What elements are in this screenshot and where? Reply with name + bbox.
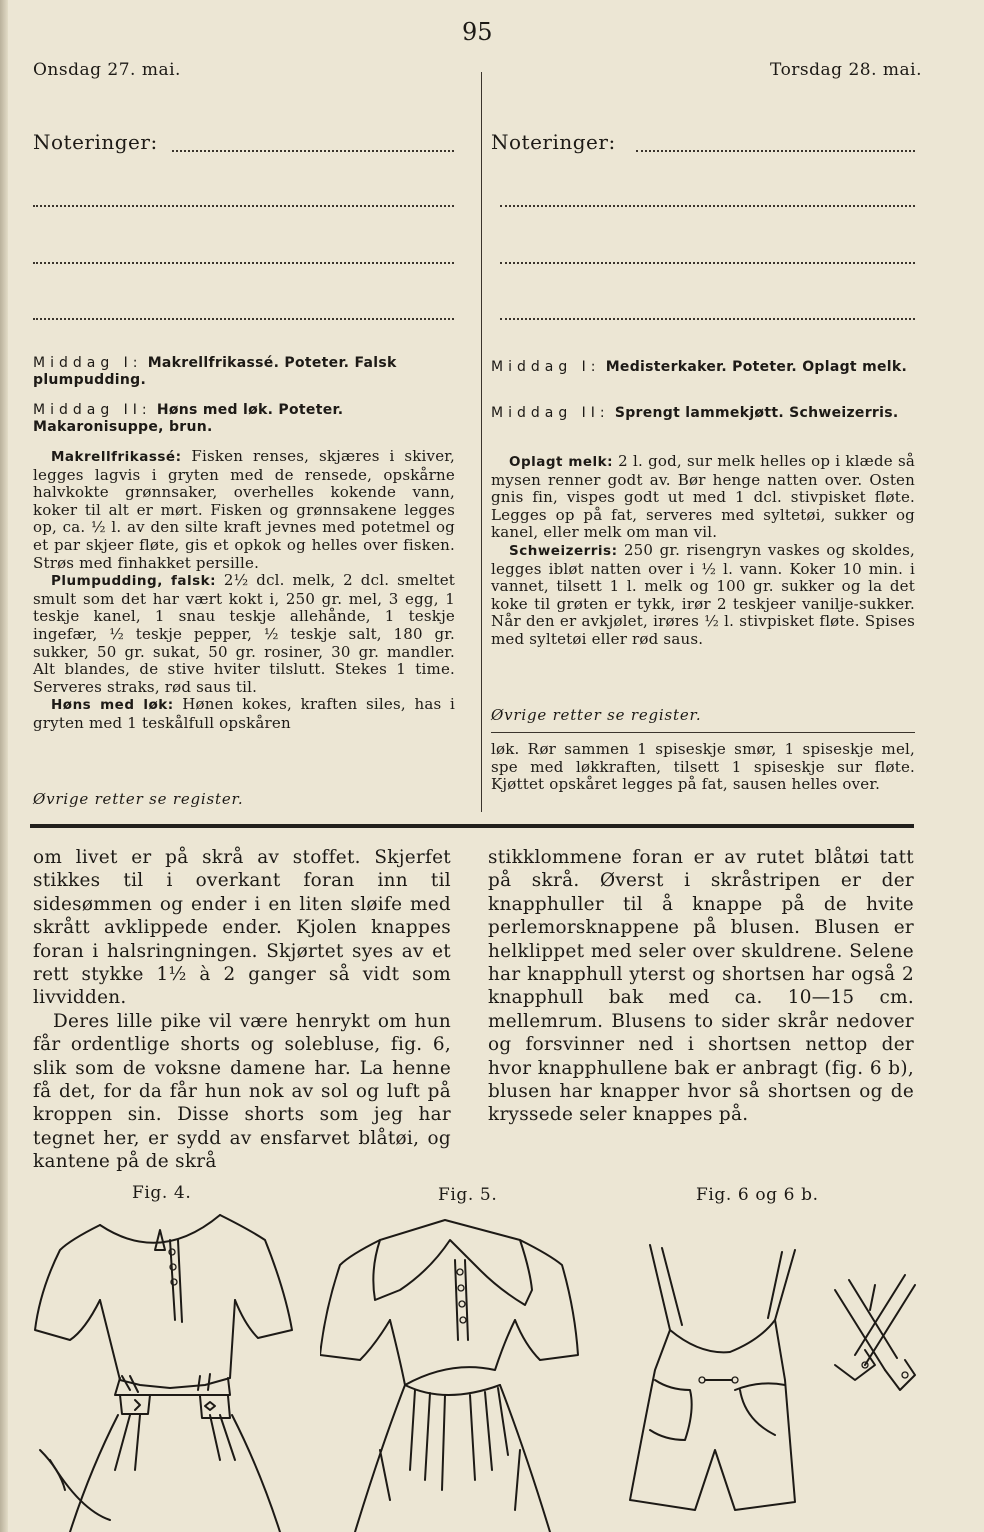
left-notes-line xyxy=(33,262,454,264)
right-notes-line xyxy=(500,205,915,207)
recipe-title: Høns med løk: xyxy=(51,697,174,714)
right-notes-label: Noteringer: xyxy=(491,130,616,154)
left-menu-1-label: Middag I: xyxy=(33,355,143,371)
article-left-column xyxy=(33,846,451,1174)
left-notes-line xyxy=(172,150,454,152)
left-notes-line xyxy=(33,318,454,320)
right-day-date: Torsdag 28. mai. xyxy=(770,60,922,80)
right-menu-1 xyxy=(491,359,915,376)
right-notes-line xyxy=(500,262,915,264)
recipe-title: Schweizerris: xyxy=(509,542,618,559)
continuation-text: løk. Rør sammen 1 spiseskje smør, 1 spiseskje mel, spe med løkkraften, tilsett 1 spiseskje sur fløte. Kjøttet opskåret legges på fat, sausen helles over. xyxy=(491,740,915,794)
recipe-text: 250 gr. risengryn vaskes og skoldes, legges ibløt natten over i ½ l. vann. Koker 10 min. i vannet, tilsett 1 l. melk og 100 gr. sukker og la det koke til grøten er tykk, irør 2 teskjeer vanilje-sukker. Når den er avkjølet, irøres ½ l. stivpisket fløte. Spises med syltetøi eller rød saus. xyxy=(491,540,915,648)
article-paragraph: Deres lille pike vil være henrykt om hun får ordentlige shorts og solebluse, fig. 6, slik som de voksne damene har. La henne få det, for da får hun nok av sol og luft på kroppen sin. Disse shorts som jeg har tegnet her, er sydd av ensfarvet blåtøi, og kantene på de skrå xyxy=(33,1010,451,1173)
page-number: 95 xyxy=(462,18,493,46)
left-notes-line xyxy=(33,205,454,207)
recipe-text: 2 l. god, sur melk helles op i klæde så mysen renner godt av. Bør henge natten over. Osten gnis fin, vispes godt ut med 1 dcl. stivpisket fløte. Legges op på fat, serveres med syltetøi, sukker og kanel, eller melk om man vil. xyxy=(491,452,915,542)
recipe-text: Fisken renses, skjæres i skiver, legges lagvis i gryten med de rensede, opskårne halvkokte grønnsaker, overhelles kokende vann, koker til alt er mørt. Fisken og grønnsakene legges op, ca. ½ l. av den silte kraft jevnes med potetmel og et par skjeer fløte, gis et opkok og helles over fisken. Strøs med finhakket persille. xyxy=(33,447,455,572)
left-menu-1-text: Makrellfrikassé. Poteter. Falsk plumpudding. xyxy=(33,355,397,388)
right-continuation xyxy=(491,741,915,794)
fig6-shorts-illustration xyxy=(610,1240,820,1532)
fig6-label: Fig. 6 og 6 b. xyxy=(696,1185,819,1205)
right-register-note: Øvrige retter se register. xyxy=(491,706,702,724)
recipe-title: Makrellfrikassé: xyxy=(51,449,182,465)
left-register-note: Øvrige retter se register. xyxy=(33,790,244,808)
left-notes-label: Noteringer: xyxy=(33,130,158,154)
section-rule xyxy=(30,824,914,828)
right-menu-2 xyxy=(491,405,915,422)
right-menu-2-label: Middag II: xyxy=(491,405,610,421)
fig5-label: Fig. 5. xyxy=(438,1185,498,1205)
right-menu-1-label: Middag I: xyxy=(491,359,601,375)
right-notes-line xyxy=(500,318,915,320)
right-recipes xyxy=(491,453,915,649)
book-spine-edge xyxy=(0,0,8,1532)
column-divider xyxy=(481,72,482,812)
article-paragraph: om livet er på skrå av stoffet. Skjerfet stikkes til i overkant foran inn til sidesømmen og ender i en liten sløife med skrått avklippede ender. Kjolen knappes foran i halsringningen. Skjørtet syes av et rett stykke 1½ à 2 ganger så vidt som livvidden. xyxy=(33,847,451,1009)
fig5-dress-illustration xyxy=(320,1210,580,1532)
right-notes-line xyxy=(636,150,915,152)
article-right-column xyxy=(488,846,914,1127)
recipe-text: Hønen kokes, kraften siles, has i gryten med 1 teskålfull opskåren xyxy=(33,695,455,732)
fig4-label: Fig. 4. xyxy=(132,1183,192,1203)
recipe-title: Plumpudding, falsk: xyxy=(51,573,216,590)
left-menu-2-label: Middag II: xyxy=(33,402,152,418)
left-recipes xyxy=(33,448,455,733)
left-menu-2-text: Høns med løk. Poteter. Makaronisuppe, brun. xyxy=(33,402,344,435)
left-menu-2 xyxy=(33,402,455,436)
right-menu-2-text: Sprengt lammekjøtt. Schweizerris. xyxy=(614,405,899,421)
right-menu-1-text: Medisterkaker. Poteter. Oplagt melk. xyxy=(605,359,908,375)
recipe-text: 2½ dcl. melk, 2 dcl. smeltet smult som det har vært kokt i, 250 gr. mel, 3 egg, 1 teskje kanel, 1 snau teskje allehånde, 1 teskje ingefær, ½ teskje pepper, ½ teskje salt, 180 gr. sukker, 50 gr. sukat, 50 gr. rosiner, 30 gr. mandler. Alt blandes, de stive hviter tilslutt. Stekes 1 time. Serveres straks, rød saus til. xyxy=(33,571,455,696)
left-day-date: Onsdag 27. mai. xyxy=(33,60,181,80)
article-paragraph: stikklommene foran er av rutet blåtøi tatt på skrå. Øverst i skråstripen er der knapphuller til å knappe på de hvite perlemorsknappene på blusen. Blusen er helklippet med seler over skuldrene. Selene har knapphull yterst og shortsen har også 2 knapphull bak med ca. 10—15 cm. mellemrum. Blusens to sider skrår nedover og forsvinner ned i shortsen nettop der hvor knapphullene bak er anbragt (fig. 6 b), blusen har knapper hvor så shortsen og de kryssede seler knappes på. xyxy=(488,847,914,1126)
recipe-title: Oplagt melk: xyxy=(509,454,614,470)
fig6b-crossed-straps-illustration xyxy=(825,1270,925,1420)
continuation-rule xyxy=(491,732,915,733)
fig4-dress-illustration xyxy=(30,1210,300,1532)
left-menu-1 xyxy=(33,355,455,389)
